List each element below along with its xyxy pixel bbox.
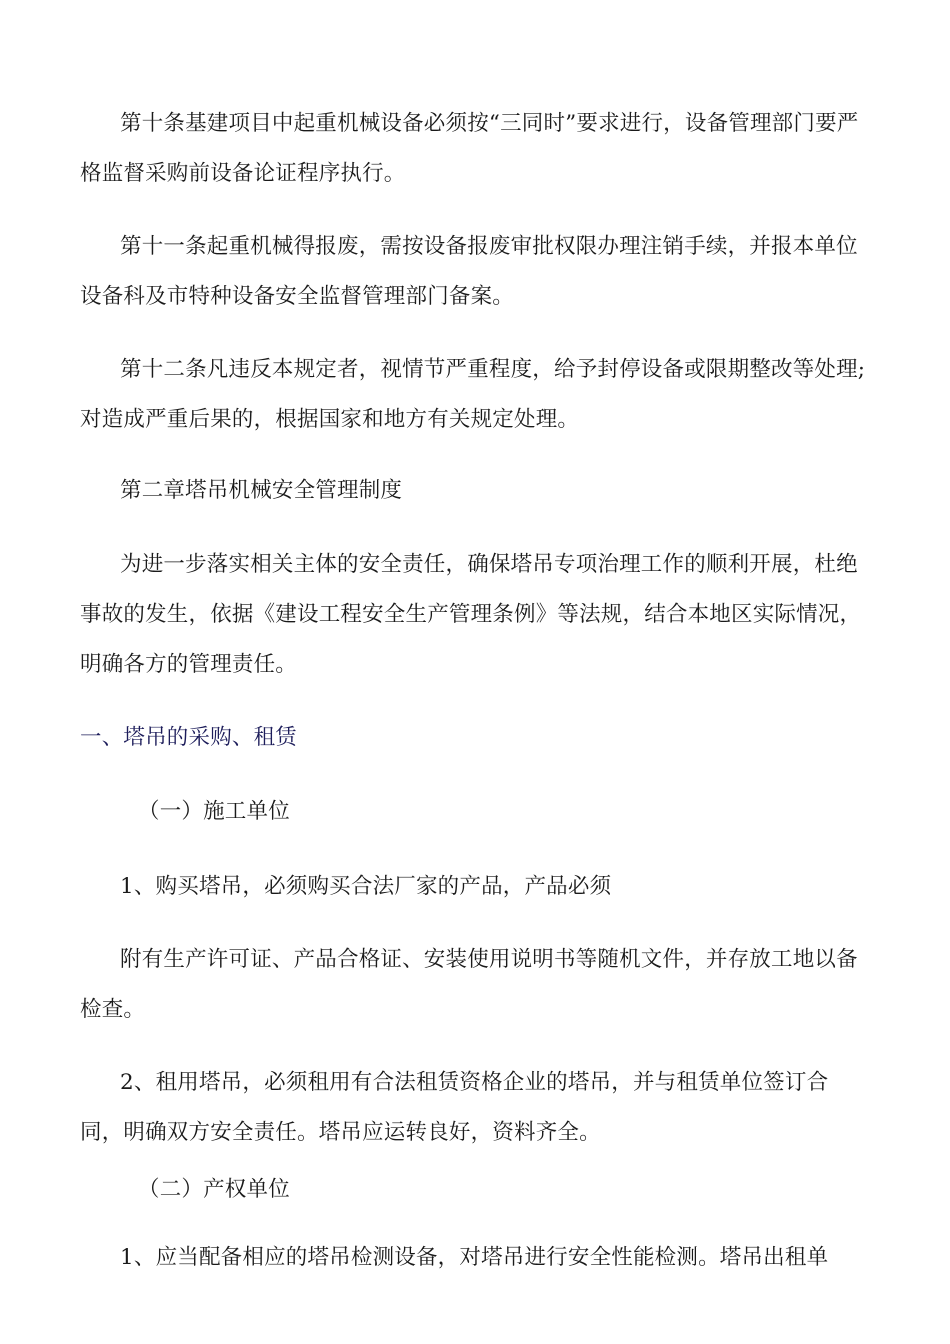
intro-paragraph: 为进一步落实相关主体的安全责任，确保塔吊专项治理工作的顺利开展，杜绝事故的发生，依据《建设工程安全生产管理条例》等法规，结合本地区实际情况，明确各方的管理责任。 bbox=[80, 552, 862, 677]
subsection-construction-unit: （一）施工单位 bbox=[138, 799, 290, 824]
article-12-paragraph: 第十二条凡违反本规定者，视情节严重程度，给予封停设备或限期整改等处理;对造成严重后果的，根据国家和地方有关规定处理。 bbox=[80, 357, 866, 432]
item-1-continuation: 附有生产许可证、产品合格证、安装使用说明书等随机文件，并存放工地以备检查。 bbox=[80, 947, 858, 1022]
subsection-property-owner: （二）产权单位 bbox=[138, 1177, 290, 1202]
item-2-lease: 2、租用塔吊，必须租用有合法租赁资格企业的塔吊，并与租赁单位签订合同，明确双方安全责任。塔吊应运转良好，资料齐全。 bbox=[80, 1070, 829, 1145]
chapter-2-title: 第二章塔吊机械安全管理制度 bbox=[120, 478, 403, 503]
article-11-paragraph: 第十一条起重机械得报废，需按设备报废审批权限办理注销手续，并报本单位设备科及市特种设备安全监督管理部门备案。 bbox=[80, 234, 858, 309]
section-1-heading: 一、塔吊的采购、租赁 bbox=[80, 725, 298, 750]
article-10-paragraph: 第十条基建项目中起重机械设备必须按“三同时”要求进行，设备管理部门要严格监督采购前设备论证程序执行。 bbox=[80, 111, 859, 186]
item-1-purchase: 1、购买塔吊，必须购买合法厂家的产品，产品必须 bbox=[120, 874, 612, 899]
item-1-testing: 1、应当配备相应的塔吊检测设备，对塔吊进行安全性能检测。塔吊出租单 bbox=[120, 1245, 829, 1270]
